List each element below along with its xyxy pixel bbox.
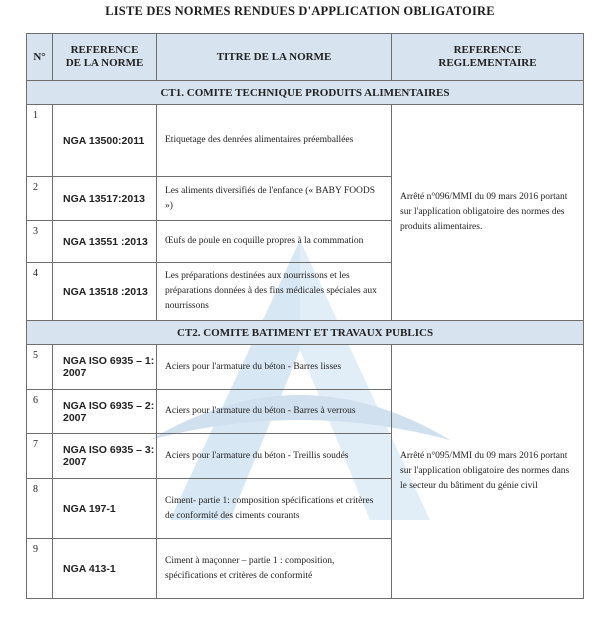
section-heading: CT1. COMITE TECHNIQUE PRODUITS ALIMENTAIRES: [27, 81, 584, 105]
row-number: 4: [27, 263, 53, 321]
header-titre: TITRE DE LA NORME: [157, 34, 392, 81]
row-reference: NGA 13518 :2013: [53, 263, 157, 321]
row-number: 6: [27, 390, 53, 434]
row-title: Les préparations destinées aux nourrissons et les préparations données à des fins médicales spéciales aux nourrissons: [157, 263, 392, 321]
header-reg-line1: REFERENCE: [453, 44, 522, 56]
row-number: 7: [27, 434, 53, 479]
section-heading-row: [27, 321, 584, 345]
row-number: 2: [27, 177, 53, 221]
header-ref-line1: REFERENCE: [70, 44, 139, 56]
row-reference: NGA 413-1: [53, 539, 157, 599]
row-number: 3: [27, 221, 53, 263]
header-reference-reglementaire: [392, 34, 584, 81]
row-title: Aciers pour l'armature du béton - Treillis soudés: [157, 434, 392, 479]
row-title: Ciment- partie 1: composition spécifications et critères de conformité des ciments courants: [157, 479, 392, 539]
row-title: Les aliments diversifiés de l'enfance (« BABY FOODS »): [157, 177, 392, 221]
row-number: 5: [27, 345, 53, 390]
header-num: N°: [27, 34, 53, 81]
row-reference: NGA ISO 6935 – 3: 2007: [53, 434, 157, 479]
row-reference: NGA 13500:2011: [53, 105, 157, 177]
row-reference: NGA ISO 6935 – 1: 2007: [53, 345, 157, 390]
header-ref-line2: DE LA NORME: [65, 57, 144, 69]
row-reference: NGA 197-1: [53, 479, 157, 539]
row-title: Aciers pour l'armature du béton - Barres à verrous: [157, 390, 392, 434]
standards-table: [26, 33, 584, 599]
row-title: Ciment à maçonner – partie 1 : composition, spécifications et critères de conformité: [157, 539, 392, 599]
header-reference-norme: [53, 34, 157, 81]
row-number: 8: [27, 479, 53, 539]
row-number: 9: [27, 539, 53, 599]
row-reference: NGA 13517:2013: [53, 177, 157, 221]
document-title: LISTE DES NORMES RENDUES D'APPLICATION OBLIGATOIRE: [105, 4, 495, 18]
section-heading-row: [27, 81, 584, 105]
table-header-row: [27, 34, 584, 81]
table-row: [27, 105, 584, 177]
regulation-reference: Arrêté n°095/MMI du 09 mars 2016 portant sur l'application obligatoire des normes dans le secteur du bâtiment du génie civil: [392, 345, 584, 599]
regulation-reference: Arrêté n°096/MMI du 09 mars 2016 portant sur l'application obligatoire des normes des produits alimentaires.: [392, 105, 584, 321]
table-row: [27, 345, 584, 390]
row-reference: NGA ISO 6935 – 2: 2007: [53, 390, 157, 434]
row-number: 1: [27, 105, 53, 177]
row-title: Etiquetage des denrées alimentaires préemballées: [157, 105, 392, 177]
section-heading: CT2. COMITE BATIMENT ET TRAVAUX PUBLICS: [27, 321, 584, 345]
row-reference: NGA 13551 :2013: [53, 221, 157, 263]
row-title: Aciers pour l'armature du béton - Barres lisses: [157, 345, 392, 390]
header-reg-line2: REGLEMENTAIRE: [438, 57, 537, 69]
row-title: Œufs de poule en coquille propres à la commmation: [157, 221, 392, 263]
